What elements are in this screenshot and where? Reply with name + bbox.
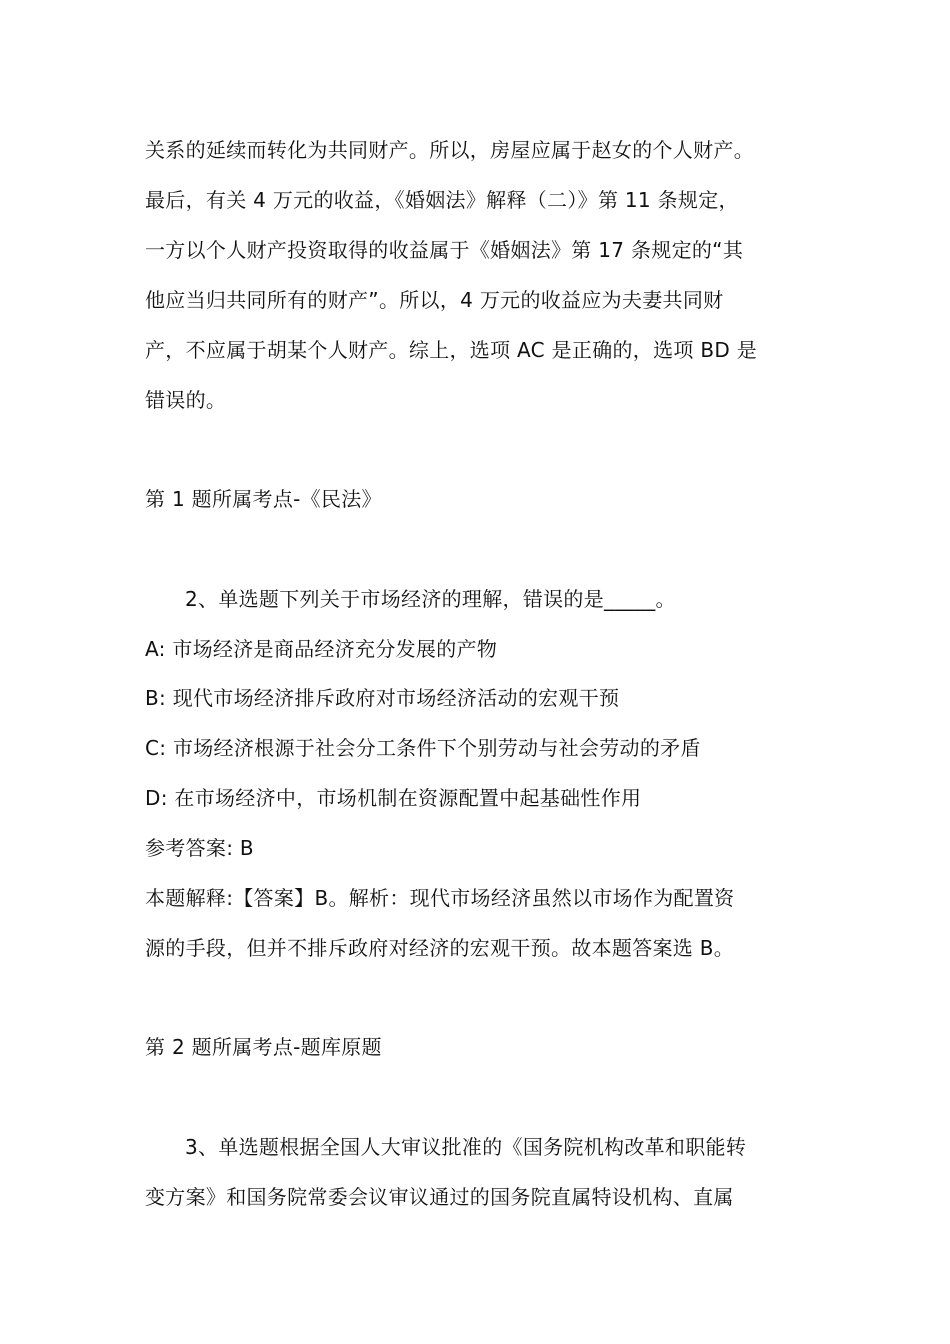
question-stem: 3、单选题根据全国人大审议批准的《国务院机构改革和职能转 (185, 1135, 747, 1159)
question-stem: 2、单选题下列关于市场经济的理解，错误的是_____。 (185, 587, 676, 611)
explanation-line: 本题解释:【答案】B。解析：现代市场经济虽然以市场作为配置资 (145, 886, 735, 910)
paragraph-line: 错误的。 (145, 388, 227, 412)
paragraph-line: 产，不应属于胡某个人财产。综上，选项 AC 是正确的，选项 BD 是 (145, 338, 758, 362)
option-c: C: 市场经济根源于社会分工条件下个别劳动与社会劳动的矛盾 (145, 736, 701, 760)
paragraph-line: 最后，有关 4 万元的收益，《婚姻法》解释（二）》第 11 条规定， (145, 188, 739, 212)
paragraph-line: 关系的延续而转化为共同财产。所以，房屋应属于赵女的个人财产。 (145, 138, 754, 162)
paragraph-line: 他应当归共同所有的财产”。所以，4 万元的收益应为夫妻共同财 (145, 288, 724, 312)
explanation-line: 源的手段，但并不排斥政府对经济的宏观干预。故本题答案选 B。 (145, 936, 735, 960)
reference-answer: 参考答案: B (145, 836, 254, 860)
paragraph-line: 一方以个人财产投资取得的收益属于《婚姻法》第 17 条规定的“其 (145, 238, 744, 262)
option-a: A: 市场经济是商品经济充分发展的产物 (145, 637, 498, 661)
knowledge-point-label: 第 1 题所属考点-《民法》 (145, 487, 382, 511)
knowledge-point-label: 第 2 题所属考点-题库原题 (145, 1035, 382, 1059)
option-b: B: 现代市场经济排斥政府对市场经济活动的宏观干预 (145, 686, 620, 710)
question-stem-continued: 变方案》和国务院常委会议审议通过的国务院直属特设机构、直属 (145, 1185, 734, 1209)
option-d: D: 在市场经济中，市场机制在资源配置中起基础性作用 (145, 786, 642, 810)
